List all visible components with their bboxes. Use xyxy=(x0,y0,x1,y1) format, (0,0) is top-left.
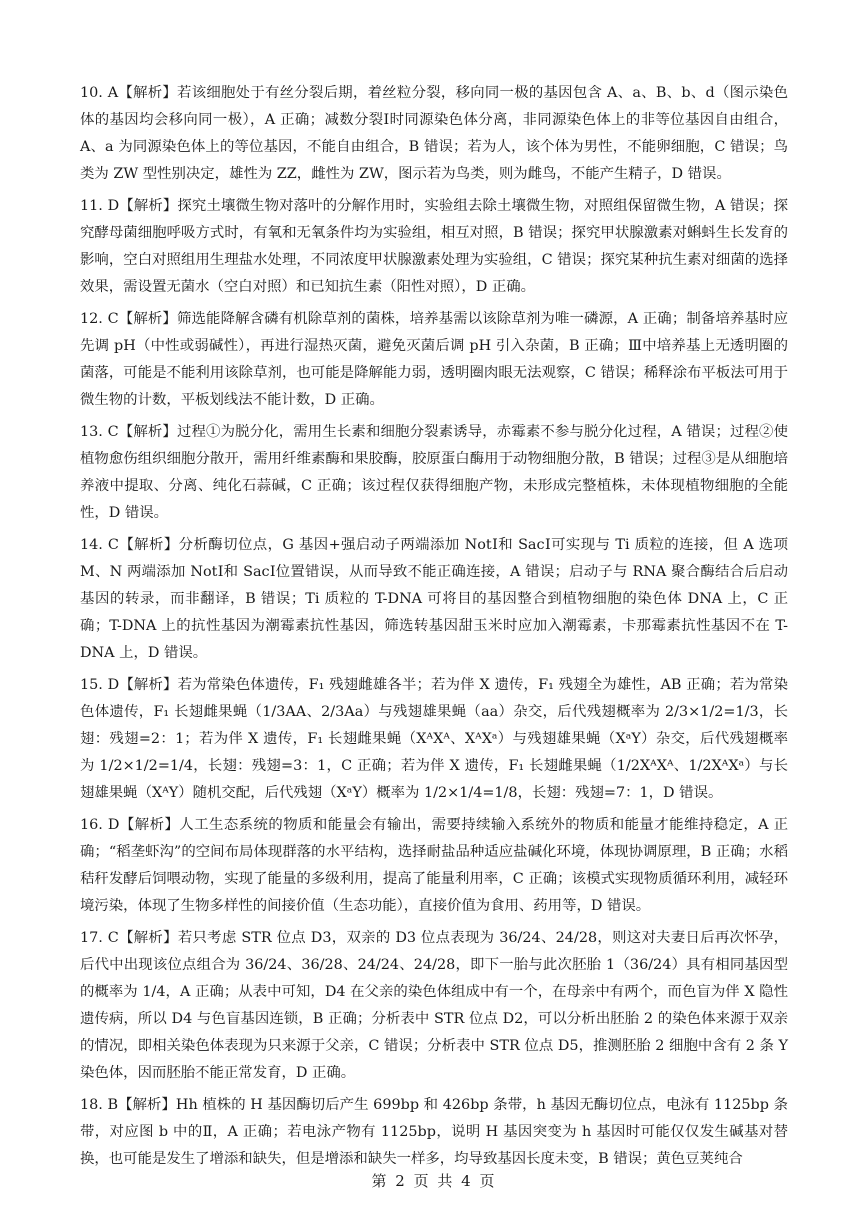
analysis-text: 若只考虑 STR 位点 D3，双亲的 D3 位点表现为 36/24、24/28，则这对夫妻日后再次怀孕，后代中出现该位点组合为 36/24、36/28、24/24、24/28，即下一胎与此次胚胎 1（36/24）具有相同基因型的概率为 1/4，A 正确；从表中可知，D4 在父亲的染色体组成中有一个，在母亲中有两个，而色盲为伴 X 隐性遗传病，所以 D4 与色盲基因连锁，B 正确；分析表中 STR 位点 D2，可以分析出胚胎 2 的染色体来源于双亲的情况，即相关染色体表现为只来源于父亲，C 错误；分析表中 STR 位点 D5，推测胚胎 2 细胞中含有 2 条 Y 染色体，因而胚胎不能正常发育，D 正确。 xyxy=(80,930,788,1081)
analysis-tag: 【解析】 xyxy=(119,198,178,214)
question-number: 11. xyxy=(80,198,103,214)
analysis-text: 分析酶切位点，G 基因+强启动子两端添加 NotⅠ和 SacⅠ可实现与 Ti 质粒的连接，但 A 选项 M、N 两端添加 NotⅠ和 SacⅠ位置错误，从而导致不能正确连接，A 错误；启动子与 RNA 聚合酶结合后启动基因的转录，而非翻译，B 错误；Ti 质粒的 T-DNA 可将目的基因整合到植物细胞的染色体 DNA 上，C 正确；T-DNA 上的抗性基因为潮霉素抗性基因，筛选转基因甜玉米时应加入潮霉素，卡那霉素抗性基因不在 T-DNA 上，D 错误。 xyxy=(80,537,788,661)
answer-14 xyxy=(80,532,788,667)
analysis-tag: 【解析】 xyxy=(118,311,177,327)
answer-letter: B xyxy=(107,1097,119,1113)
question-number: 18. xyxy=(80,1097,103,1113)
question-number: 15. xyxy=(80,677,103,693)
question-number: 10. xyxy=(80,85,103,101)
question-number: 13. xyxy=(80,424,103,440)
answer-letter: A xyxy=(107,85,119,101)
question-number: 12. xyxy=(80,311,103,327)
answer-letter: C xyxy=(107,424,119,440)
answer-18 xyxy=(80,1092,788,1173)
answer-letter: C xyxy=(107,537,119,553)
question-number: 16. xyxy=(80,817,103,833)
analysis-tag: 【解析】 xyxy=(119,817,180,833)
answer-letter: C xyxy=(107,311,119,327)
answer-10 xyxy=(80,80,788,188)
answer-letter: C xyxy=(107,930,119,946)
answer-12 xyxy=(80,306,788,414)
analysis-text: 探究土壤微生物对落叶的分解作用时，实验组去除土壤微生物，对照组保留微生物，A 错误；探究酵母菌细胞呼吸方式时，有氧和无氧条件均为实验组，相互对照，B 错误；探究甲状腺激素对蝌蚪生长发育的影响，空白对照组用生理盐水处理，不同浓度甲状腺激素处理为实验组，C 错误；探究某种抗生素对细菌的选择效果，需设置无菌水（空白对照）和已知抗生素（阳性对照），D 正确。 xyxy=(80,198,788,295)
analysis-text: 若该细胞处于有丝分裂后期，着丝粒分裂，移向同一极的基因包含 A、a、B、b、d（图示染色体的基因均会移向同一极），A 正确；减数分裂Ⅰ时同源染色体分离，非同源染色体上的非等位基因自由组合，A、a 为同源染色体上的等位基因，不能自由组合，B 错误；若为人，该个体为男性，不能卵细胞，C 错误；鸟类为 ZW 型性别决定，雄性为 ZZ，雌性为 ZW，图示若为鸟类，则为雌鸟，不能产生精子，D 错误。 xyxy=(80,85,788,182)
analysis-text: 人工生态系统的物质和能量会有输出，需要持续输入系统外的物质和能量才能维持稳定，A 正确；“稻垄虾沟”的空间布局体现群落的水平结构，选择耐盐品种适应盐碱化环境，体现协调原理，B 正确；水稻秸秆发酵后饲喂动物，实现了能量的多级利用，提高了能量利用率，C 正确；该模式实现物质循环利用，减轻环境污染，体现了生物多样性的间接价值（生态功能），直接价值为食用、药用等，D 错误。 xyxy=(80,817,788,914)
answer-17 xyxy=(80,925,788,1087)
analysis-text: Hh 植株的 H 基因酶切后产生 699bp 和 426bp 条带，h 基因无酶切位点，电泳有 1125bp 条带，对应图 b 中的Ⅱ，A 正确；若电泳产物有 1125bp，说明 H 基因突变为 h 基因时可能仅仅发生碱基对替换，也可能是发生了增添和缺失，但是增添和缺失一样多，均导致基因长度未变，B 错误；黄色豆荚纯合 xyxy=(80,1097,788,1167)
answer-letter: D xyxy=(107,817,120,833)
question-number: 14. xyxy=(80,537,103,553)
answer-15 xyxy=(80,672,788,807)
answer-letter: D xyxy=(107,198,120,214)
analysis-tag: 【解析】 xyxy=(118,1097,176,1113)
page-footer: 第 2 页 共 4 页 xyxy=(371,1172,497,1190)
answer-11 xyxy=(80,193,788,301)
analysis-text: 筛选能降解含磷有机除草剂的菌株，培养基需以该除草剂为唯一磷源，A 正确；制备培养基时应先调 pH（中性或弱碱性），再进行湿热灭菌，避免灭菌后调 pH 引入杂菌，B 正确；Ⅲ中培养基上无透明圈的菌落，可能是不能利用该除草剂，也可能是降解能力弱，透明圈肉眼无法观察，C 错误；稀释涂布平板法可用于微生物的计数，平板划线法不能计数，D 正确。 xyxy=(80,311,788,408)
answer-13 xyxy=(80,419,788,527)
analysis-tag: 【解析】 xyxy=(118,85,178,101)
analysis-tag: 【解析】 xyxy=(118,930,178,946)
analysis-tag: 【解析】 xyxy=(118,424,177,440)
question-number: 17. xyxy=(80,930,103,946)
answer-page xyxy=(80,80,788,1178)
answer-letter: D xyxy=(107,677,120,693)
answer-16 xyxy=(80,812,788,920)
analysis-tag: 【解析】 xyxy=(119,677,178,693)
analysis-tag: 【解析】 xyxy=(118,537,179,553)
analysis-text: 若为常染色体遗传，F₁ 残翅雌雄各半；若为伴 X 遗传，F₁ 残翅全为雄性，AB 正确；若为常染色体遗传，F₁ 长翅雌果蝇（1/3AA、2/3Aa）与残翅雄果蝇（aa）杂交，后代残翅概率为 2/3×1/2=1/3，长翅：残翅=2：1；若为伴 X 遗传，F₁ 长翅雌果蝇（XᴬXᴬ、XᴬXᵃ）与残翅雄果蝇（XᵃY）杂交，后代残翅概率为 1/2×1/2=1/4，长翅：残翅=3：1，C 正确；若为伴 X 遗传，F₁ 长翅雌果蝇（1/2XᴬXᴬ、1/2XᴬXᵃ）与长翅雄果蝇（XᴬY）随机交配，后代残翅（XᵃY）概率为 1/2×1/4=1/8，长翅：残翅=7：1，D 错误。 xyxy=(80,677,788,801)
analysis-text: 过程①为脱分化，需用生长素和细胞分裂素诱导，赤霉素不参与脱分化过程，A 错误；过程②使植物愈伤组织细胞分散开，需用纤维素酶和果胶酶，胶原蛋白酶用于动物细胞分散，B 错误；过程③是从细胞培养液中提取、分离、纯化石蒜碱，C 正确；该过程仅获得细胞产物，未形成完整植株，未体现植物细胞的全能性，D 错误。 xyxy=(80,424,788,521)
